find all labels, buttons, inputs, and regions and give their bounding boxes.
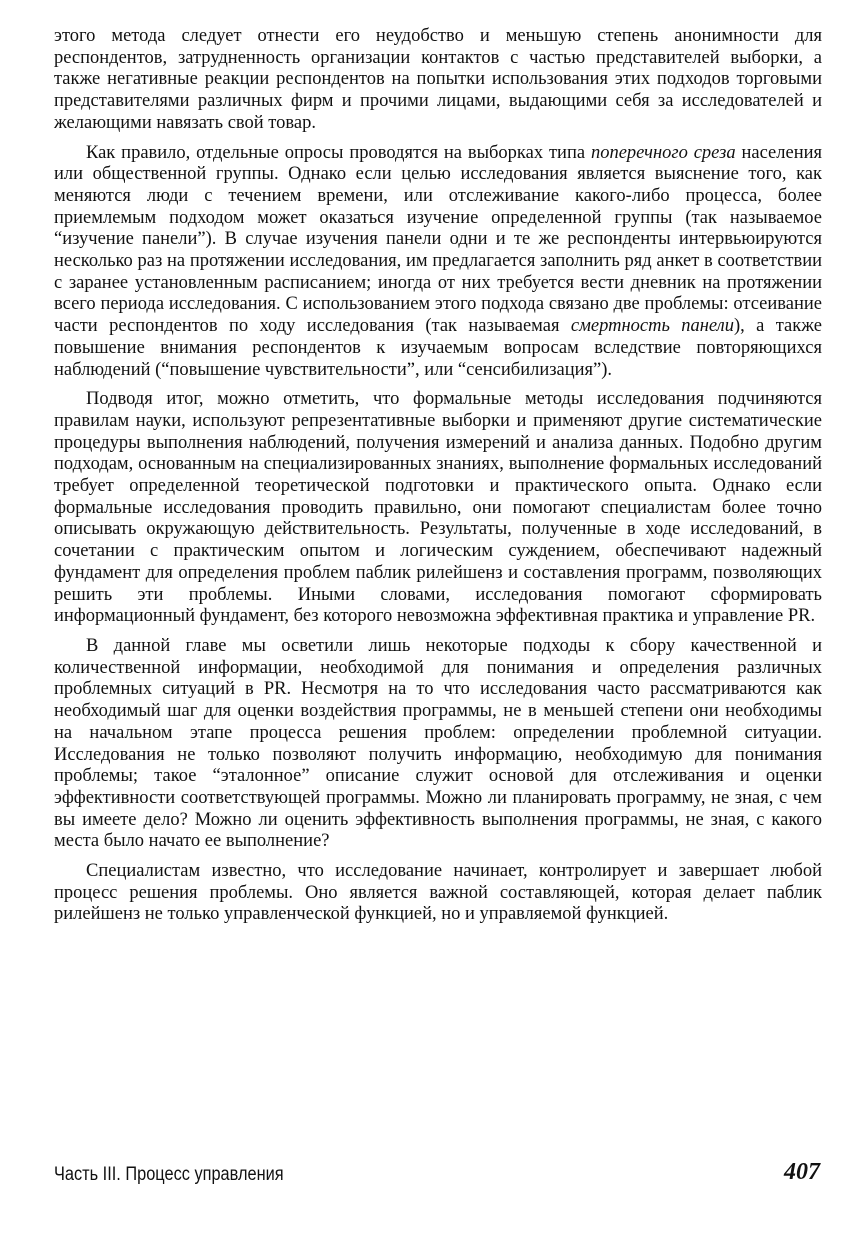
page-footer [54,1156,820,1186]
term-cross-section: поперечного среза [590,142,736,163]
footer-section-title: Часть III. Процесс управления [54,1164,284,1185]
paragraph-surveys [54,143,822,382]
paragraph-text: населения или общественной группы. Однако если целью исследования является выяснение того, как меняются люди с течением времени, или отслеживание какого-либо процесса, более приемлемым подходом может оказаться изучение определенной группы (так называемое “изучение панели”). В случае изучения панели одни и те же респонденты интервьюируются несколько раз на протяжении исследования, им предлагается заполнить ряд анкет в соответствии с заранее установленным расписанием; иногда от них требуется вести дневник на протяжении всего периода исследования. С использованием этого подхода связано две проблемы: отсеивание части респондентов по ходу исследования (так называемая [54,142,823,337]
paragraph-continuation: этого метода следует отнести его неудобство и меньшую степень анонимности для респондентов, затрудненность организации контактов с частью представителей выборки, а также негативные реакции респондентов на попытки использования этих подходов торговыми представителями различных фирм и прочими лицами, выдающими себя за исследователей и желающими навязать свой товар. [54,26,822,133]
page-body [54,26,822,926]
paragraph-text: Как правило, отдельные опросы проводятся на выборках типа [86,142,591,163]
paragraph-summary: Подводя итог, можно отметить, что формальные методы исследования подчиняются правилам науки, используют репрезентативные выборки и применяют другие систематические процедуры выполнения наблюдений, получения измерений и анализа данных. Подобно другим подходам, основанным на специализированных знаниях, выполнение формальных исследований требует определенной теоретической подготовки и практического опыта. Однако если формальные исследования проводить правильно, они помогают специалистам более точно описывать окружающую действительность. Результаты, полученные в ходе исследований, в сочетании с практическим опытом и логическим суждением, обеспечивают надежный фундамент для определения проблем паблик рилейшенз и составления программ, позволяющих решить эти проблемы. Иными словами, исследования помогают сформировать информационный фундамент, без которого невозможна эффективная практика и управление PR. [54,389,822,627]
paragraph-conclusion: Специалистам известно, что исследование начинает, контролирует и завершает любой процесс решения проблемы. Оно является важной составляющей, которая делает паблик рилейшенз не только управленческой функцией, но и управляемой функцией. [54,861,822,925]
paragraph-text: ), а также повышение внимания респондентов к изучаемым вопросам вследствие повторяющихся наблюдений (“повышение чувствительности”, или “сенсибилизация”). [54,316,822,380]
paragraph-chapter-review: В данной главе мы осветили лишь некоторые подходы к сбору качественной и количественной информации, необходимой для понимания и определения различных проблемных ситуаций в PR. Несмотря на то что исследования часто рассматриваются как необходимый шаг для оценки воздействия программы, не в меньшей степени они необходимы на начальном этапе процесса решения проблем: определении проблемной ситуации. Исследования не только позволяют получить информацию, необходимую для понимания проблемы; такое “эталонное” описание служит основой для отслеживания и оценки эффективности соответствующей программы. Можно ли планировать программу, не зная, с чем вы имеете дело? Можно ли оценить эффективность выполнения программы, не зная, с какого места было начато ее выполнение? [54,635,822,852]
term-panel-mortality: смертность панели [570,316,734,337]
page-number: 407 [784,1159,820,1185]
